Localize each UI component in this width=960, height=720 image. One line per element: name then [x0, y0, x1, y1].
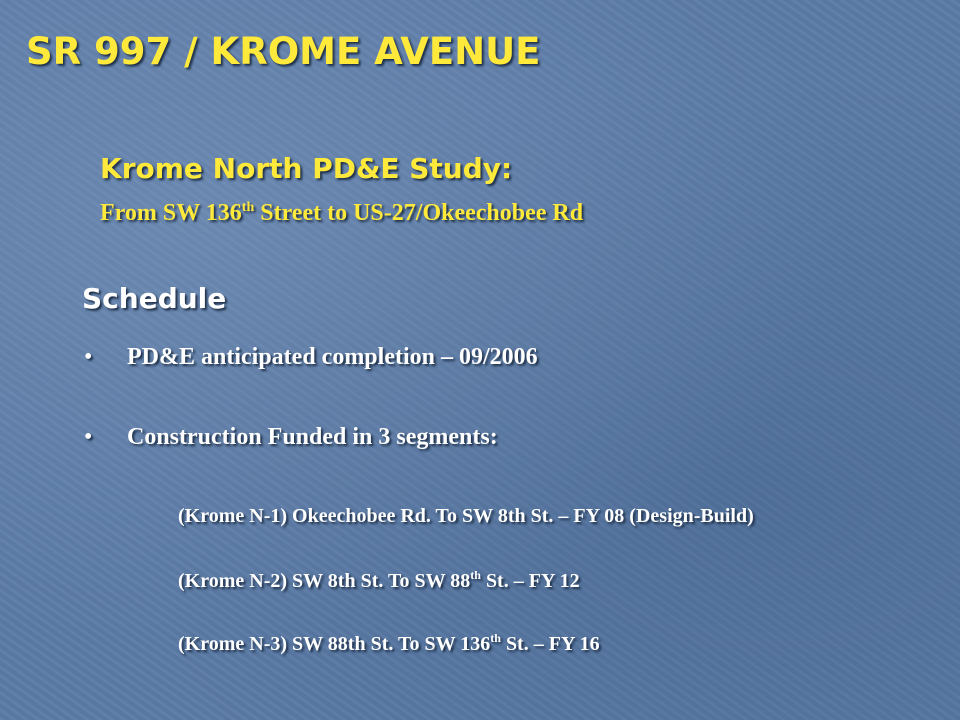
- study-limits-suffix: Street to US-27/Okeechobee Rd: [254, 200, 584, 226]
- study-limits-sup: th: [241, 200, 255, 215]
- segment-sup: th: [490, 631, 501, 645]
- segment-item: [178, 570, 580, 593]
- segment-suffix: St. – FY 12: [480, 570, 580, 592]
- segment-suffix: St. – FY 16: [500, 633, 600, 655]
- slide-title: SR 997 / KROME AVENUE: [26, 30, 541, 73]
- segment-sup: th: [470, 568, 481, 582]
- segment-prefix: (Krome N-2) SW 8th St. To SW 88: [178, 570, 471, 592]
- segment-prefix: (Krome N-3) SW 88th St. To SW 136: [178, 633, 491, 655]
- bullet-marker: •: [84, 344, 93, 370]
- study-limits-prefix: From SW 136: [100, 200, 242, 226]
- bullet-item: [84, 344, 538, 371]
- segment-item: [178, 633, 600, 656]
- study-limits: [100, 200, 583, 227]
- bullet-item: [84, 424, 498, 451]
- section-heading: Schedule: [82, 282, 227, 315]
- bullet-marker: •: [84, 424, 93, 450]
- bullet-text: PD&E anticipated completion – 09/2006: [127, 344, 538, 370]
- study-title: Krome North PD&E Study:: [100, 152, 513, 185]
- segment-item: [178, 505, 754, 528]
- segment-prefix: (Krome N-1) Okeechobee Rd. To SW 8th St. – FY 08 (Design-Build): [178, 505, 754, 527]
- bullet-text: Construction Funded in 3 segments:: [127, 424, 498, 450]
